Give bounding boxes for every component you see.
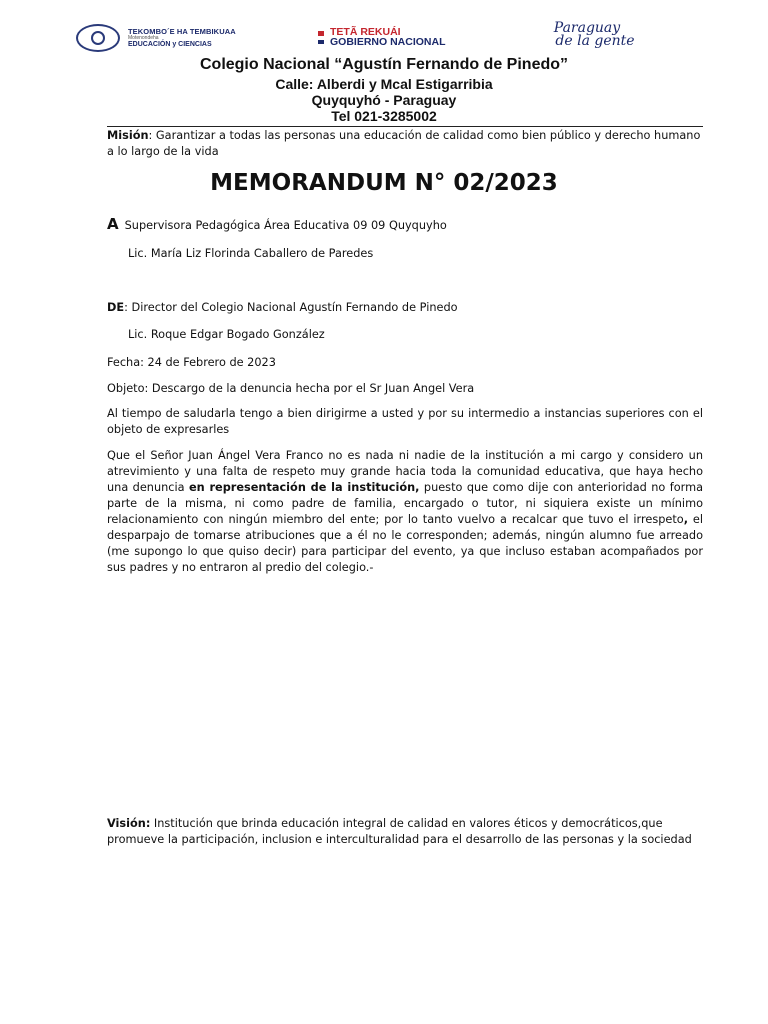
paraguay-flag-icon [318,31,324,44]
memo-body [107,448,703,576]
vision-label: Visión: [107,817,151,830]
memo-body-part3: el desparpajo de tomarse atribuciones que a él no le corresponden; además, ningún alumno fue arreado (me supongo lo que quiso decir) para participar del evento, ya que incluso estaban acompañados por sus padres y no entraron al predio del colegio.- [107,513,704,574]
mec-logo-line3: EDUCACIÓN y CIENCIAS [128,40,212,48]
mec-logo [76,24,236,52]
memo-body-bold2: , [683,513,688,526]
memo-body-part1: Que el Señor Juan Ángel Vera Franco no es nada ni nadie de la institución a mi cargo y considero un atrevimiento y una falta de respeto muy grande hacia toda la comunidad educativa, que haya hecho una denuncia [107,449,703,494]
memo-date: Fecha: 24 de Febrero de 2023 [107,356,276,369]
memo-subject: Objeto: Descargo de la denuncia hecha por el Sr Juan Angel Vera [107,382,475,395]
memo-sender [107,300,703,316]
memo-body-part2: puesto que como dije con anterioridad no forma parte de la misma, ni como padre de familia, encargado o tutor, ni siquiera existe un mínimo relacionamiento con ningún miembro del ente; por lo tanto vuelvo a recalcar que tuvo el irrespeto [107,481,704,526]
memo-body-bold1: en representación de la institución, [189,481,420,494]
recipient-label: A [107,215,119,233]
sender-name: Lic. Roque Edgar Bogado González [128,328,325,341]
mec-logo-line2: Motenondeha [128,34,159,41]
header-divider [107,126,703,127]
sender-text: : Director del Colegio Nacional Agustín Fernando de Pinedo [124,301,458,314]
vision-statement [107,816,703,848]
brand-logo-line2: de la gente [555,33,635,50]
mission-label: Misión [107,129,149,142]
school-city: Quyquyhó - Paraguay [311,92,457,108]
school-phone: Tel 021-3285002 [331,108,437,124]
mission-statement [107,128,703,160]
school-name: Colegio Nacional “Agustín Fernando de Pinedo” [199,56,569,73]
government-logo-line1: TETÃ REKUÁI [330,26,401,38]
memo-title: MEMORANDUM N° 02/2023 [210,170,558,196]
government-logo-line2: GOBIERNO NACIONAL [330,35,446,48]
recipient-name: Lic. María Liz Florinda Caballero de Paredes [128,247,374,260]
brand-logo [534,22,640,49]
sender-label: DE [107,301,125,314]
memo-intro: Al tiempo de saludarla tengo a bien dirigirme a usted y por su intermedio a instancias superiores con el objeto de expresarles [107,407,703,436]
memo-recipient [107,216,703,234]
school-address: Calle: Alberdi y Mcal Estigarribia [275,76,493,92]
government-logo [318,28,446,48]
vision-text: Institución que brinda educación integral de calidad en valores éticos y democráticos,que promueve la participación, inclusion e interculturalidad para el desarrollo de las personas y la sociedad [107,817,692,846]
brand-logo-line1: Paraguay [553,20,621,36]
mission-text: : Garantizar a todas las personas una educación de calidad como bien público y derecho humano a lo largo de la vida [107,129,701,158]
recipient-text: Supervisora Pedagógica Área Educativa 09 09 Quyquyho [124,219,447,232]
national-seal-icon [76,24,120,52]
mec-logo-line1: TEKOMBO´E HA TEMBIKUAA [128,26,236,36]
